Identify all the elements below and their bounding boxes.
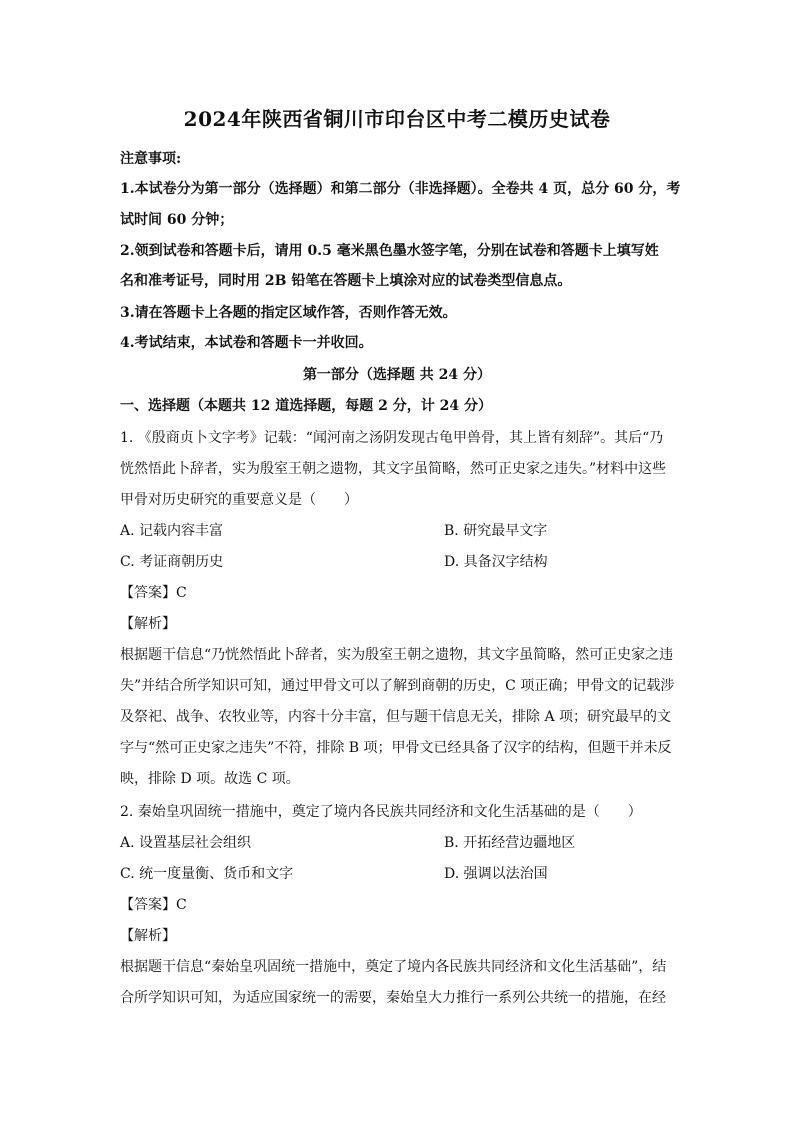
notice-heading: 注意事项:: [120, 151, 182, 167]
q2-option-b: B. 开拓经营边疆地区: [444, 835, 576, 851]
q1-analysis-line: 根据题干信息“乃恍然悟此卜辞者，实为殷室王朝之遗物，其文字虽简略，然可正史家之违: [120, 647, 674, 663]
part1-title: 第一部分（选择题 共 24 分）: [302, 367, 492, 383]
notice-line: 4.考试结束，本试卷和答题卡一并收回。: [120, 335, 373, 351]
q2-option-c: C. 统一度量衡、货币和文字: [120, 866, 294, 882]
q2-analysis-line: 根据题干信息“秦始皇巩固统一措施中，奠定了境内各民族共同经济和文化生活基础”，结: [120, 959, 667, 975]
notice-line: 2.领到试卷和答题卡后，请用 0.5 毫米黑色墨水签字笔，分别在试卷和答题卡上填写姓: [120, 243, 659, 259]
q1-option-c: C. 考证商朝历史: [120, 554, 224, 570]
question-2-line: 2. 秦始皇巩固统一措施中，奠定了境内各民族共同经济和文化生活基础的是（ ）: [120, 804, 642, 820]
q1-option-b: B. 研究最早文字: [444, 523, 548, 539]
q1-analysis-line: 失”并结合所学知识可知，通过甲骨文可以了解到商朝的历史，C 项正确；甲骨文的记载涉: [120, 678, 675, 694]
q2-option-d: D. 强调以法治国: [444, 866, 548, 882]
q1-analysis-line: 及祭祀、战争、农牧业等，内容十分丰富，但与题干信息无关，排除 A 项；研究最早的文: [120, 709, 672, 725]
notice-line: 3.请在答题卡上各题的指定区域作答，否则作答无效。: [120, 305, 457, 321]
question-1-line: 恍然悟此卜辞者，实为殷室王朝之遗物，其文字虽简略，然可正史家之违失。”材料中这些: [120, 461, 667, 477]
notice-line: 名和准考证号，同时用 2B 铅笔在答题卡上填涂对应的试卷类型信息点。: [120, 273, 572, 289]
question-1-line: 1. 《殷商贞卜文字考》记载：“闻河南之汤阴发现古龟甲兽骨，其上皆有刻辞”。其后“乃: [120, 430, 664, 446]
q1-analysis-line: 映，排除 D 项。故选 C 项。: [120, 771, 300, 787]
q1-analysis-label: 【解析】: [120, 616, 176, 632]
q2-option-a: A. 设置基层社会组织: [120, 835, 252, 851]
section-title: 一、选择题（本题共 12 道选择题，每题 2 分，计 24 分）: [120, 398, 492, 414]
q2-answer: 【答案】C: [120, 897, 187, 913]
notice-line: 1.本试卷分为第一部分（选择题）和第二部分（非选择题）。全卷共 4 页，总分 60 分，考: [120, 181, 681, 197]
q1-analysis-line: 字与“然可正史家之违失”不符，排除 B 项；甲骨文已经具备了汉字的结构，但题干并未反: [120, 740, 672, 756]
q2-analysis-label: 【解析】: [120, 928, 176, 944]
notice-line: 试时间 60 分钟；: [120, 212, 234, 228]
q2-analysis-line: 合所学知识可知，为适应国家统一的需要，秦始皇大力推行一系列公共统一的措施，在经: [120, 990, 666, 1006]
exam-title: 2024年陕西省铜川市印台区中考二模历史试卷: [183, 107, 611, 131]
q1-option-a: A. 记载内容丰富: [120, 523, 224, 539]
question-1-line: 甲骨对历史研究的重要意义是（ ）: [120, 492, 358, 508]
q1-option-d: D. 具备汉字结构: [444, 554, 548, 570]
q1-answer: 【答案】C: [120, 585, 187, 601]
